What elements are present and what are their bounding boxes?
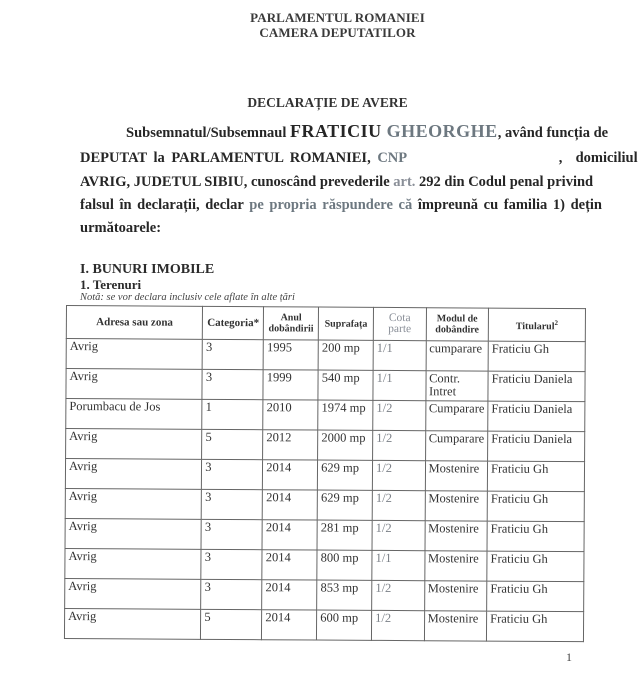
cell-holder: Fraticiu Gh (487, 611, 584, 642)
penal-code-text: 292 din Codul penal privind (415, 174, 594, 190)
land-table (64, 305, 586, 642)
declaration-line-5: următoarele: (80, 220, 162, 236)
declaration-falsity-text: falsul în declarații, declar (80, 197, 250, 213)
header-area: Suprafața (318, 307, 373, 340)
table-row (65, 548, 584, 581)
cell-area: 200 mp (318, 340, 373, 370)
cell-holder: Fraticiu Gh (488, 341, 585, 372)
cell-year: 2010 (263, 400, 318, 430)
header-chamber: CAMERA DEPUTATILOR (259, 25, 416, 40)
cell-holder: Fraticiu Daniela (488, 401, 585, 432)
cell-address: Avrig (65, 578, 201, 609)
cell-mode: Contr. Intret (425, 371, 488, 401)
cell-mode: Mostenire (425, 491, 488, 521)
table-row (66, 399, 585, 432)
cell-category: 3 (202, 339, 263, 369)
table-row (66, 369, 585, 402)
cell-category: 3 (202, 459, 263, 489)
header-share: Cota parte (373, 307, 426, 340)
header-address: Adresa sau zona (66, 306, 203, 340)
cell-category: 3 (202, 369, 263, 399)
cell-mode: Cumparare (425, 431, 488, 461)
cell-mode: Cumparare (425, 401, 488, 431)
cell-address: Avrig (66, 429, 202, 460)
cell-area: 281 mp (317, 520, 372, 550)
cell-holder: Fraticiu Daniela (488, 431, 585, 462)
footnote-marker: 2 (554, 318, 559, 327)
page-number: 1 (566, 650, 572, 664)
cell-address: Avrig (66, 339, 202, 370)
article-label: art. (393, 174, 416, 190)
cell-category: 3 (201, 549, 262, 579)
cell-mode: Mostenire (424, 551, 487, 581)
cell-mode: cumparare (426, 341, 489, 371)
cell-year: 2014 (262, 550, 317, 580)
responsibility-text: pe propria răspundere că (249, 197, 413, 213)
cell-category: 3 (201, 579, 262, 609)
section-title: I. BUNURI IMOBILE (80, 262, 215, 277)
family-text: împreună cu familia 1) dețin (412, 197, 602, 213)
cell-share: 1/1 (372, 550, 425, 580)
cell-mode: Mostenire (424, 611, 487, 641)
cell-share: 1/1 (373, 370, 426, 400)
cell-address: Avrig (64, 608, 200, 639)
cell-area: 800 mp (317, 550, 372, 580)
declaration-line-2 (80, 150, 638, 167)
cell-address: Avrig (65, 488, 201, 519)
declaration-position: DEPUTAT la PARLAMENTUL ROMANIEI, (80, 150, 378, 166)
cell-year: 2014 (262, 490, 317, 520)
cell-share: 1/2 (372, 490, 425, 520)
cell-holder: Fraticiu Gh (487, 461, 584, 492)
cell-year: 2012 (263, 430, 318, 460)
cell-holder: Fraticiu Daniela (488, 371, 585, 402)
cell-year: 2014 (262, 580, 317, 610)
section-note: Notă: se vor declara inclusiv cele aflate în alte țări (80, 292, 295, 303)
declarant-first-name: GHEORGHE (386, 121, 498, 141)
cell-mode: Mostenire (425, 461, 488, 491)
cell-share: 1/2 (373, 430, 426, 460)
declaration-line-4 (80, 197, 602, 214)
declaration-function-text: , având funcția de (497, 125, 609, 141)
header-category: Categoria* (203, 306, 264, 339)
cell-year: 1999 (263, 370, 318, 400)
cell-area: 629 mp (317, 490, 372, 520)
cell-area: 629 mp (318, 460, 373, 490)
declaration-line-1 (126, 121, 608, 142)
cell-category: 3 (201, 519, 262, 549)
cell-share: 1/2 (372, 610, 425, 640)
cell-category: 1 (202, 399, 263, 429)
cell-year: 2014 (262, 610, 317, 640)
cell-share: 1/1 (373, 340, 426, 370)
cell-year: 1995 (263, 340, 318, 370)
cell-year: 2014 (262, 520, 317, 550)
table-row (65, 459, 584, 492)
table-row (65, 488, 584, 521)
declarant-surname: FRATICIU (290, 121, 387, 141)
cell-holder: Fraticiu Gh (487, 551, 584, 582)
domicile-label: , domiciliul (406, 150, 638, 166)
cell-area: 853 mp (317, 580, 372, 610)
cell-category: 5 (202, 429, 263, 459)
cell-mode: Mostenire (425, 521, 488, 551)
cell-share: 1/2 (373, 400, 426, 430)
cell-address: Avrig (65, 548, 201, 579)
declaration-address: AVRIG, JUDETUL SIBIU, cunoscând prevederile (80, 174, 394, 190)
subsection-title: 1. Terenuri (80, 277, 142, 292)
cnp-label: CNP (377, 150, 407, 166)
cell-share: 1/2 (372, 580, 425, 610)
cell-holder: Fraticiu Gh (487, 521, 584, 552)
table-row (66, 429, 585, 462)
header-year: Anul dobândirii (264, 307, 319, 340)
cell-year: 2014 (263, 460, 318, 490)
declaration-line-3 (80, 174, 593, 191)
cell-category: 3 (202, 489, 263, 519)
document-title: DECLARAȚIE DE AVERE (247, 95, 408, 110)
cell-address: Avrig (65, 459, 201, 490)
table-row (66, 339, 585, 372)
cell-category: 5 (201, 609, 262, 639)
cell-mode: Mostenire (424, 581, 487, 611)
table-header-row (66, 306, 585, 342)
cell-share: 1/2 (372, 460, 425, 490)
declaration-prefix: Subsemnatul/Subsemnaul (126, 125, 290, 141)
table-row (65, 578, 584, 611)
cell-area: 540 mp (318, 370, 373, 400)
header-parliament: PARLAMENTUL ROMANIEI (250, 10, 425, 25)
table-row (65, 518, 584, 551)
cell-address: Avrig (65, 518, 201, 549)
cell-holder: Fraticiu Gh (487, 491, 584, 522)
header-mode: Modul de dobândire (426, 308, 489, 341)
cell-area: 1974 mp (318, 400, 373, 430)
cell-holder: Fraticiu Gh (487, 581, 584, 612)
cell-area: 600 mp (317, 610, 372, 640)
cell-address: Avrig (66, 369, 202, 400)
table-row (64, 608, 583, 641)
cell-area: 2000 mp (318, 430, 373, 460)
header-holder-label: Titularul (515, 320, 555, 333)
header-holder (488, 308, 585, 342)
cell-share: 1/2 (372, 520, 425, 550)
cell-address: Porumbacu de Jos (66, 399, 202, 430)
